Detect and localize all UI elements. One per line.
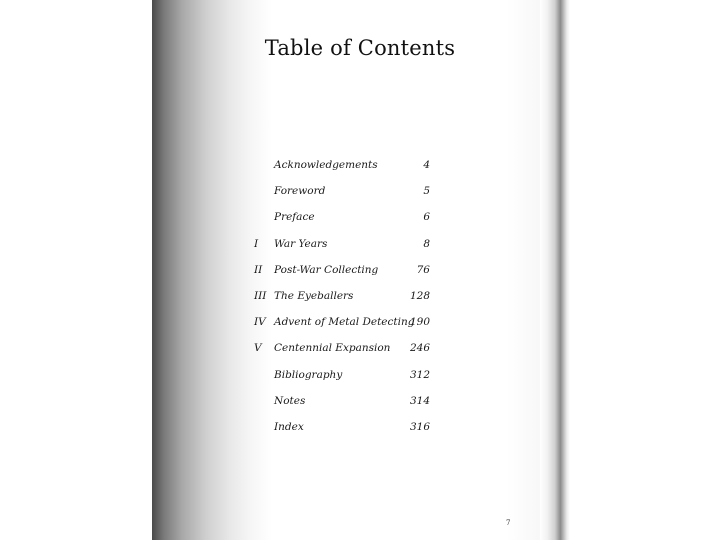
- entry-page: 190: [409, 316, 430, 329]
- entry-page: 246: [409, 342, 430, 355]
- entry-title: Preface: [274, 211, 315, 224]
- toc-entry: [250, 335, 430, 361]
- entry-title: Advent of Metal Detecting: [274, 316, 415, 329]
- page-title: [0, 36, 720, 60]
- entry-title: Notes: [274, 394, 306, 407]
- entry-title: Bibliography: [274, 368, 343, 381]
- entry-title: Post-War Collecting: [274, 263, 379, 276]
- entry-page: 314: [409, 394, 430, 407]
- entry-title: Index: [274, 420, 304, 433]
- toc-entry: [250, 257, 430, 283]
- toc-entry: [250, 414, 430, 440]
- entry-title: The Eyeballers: [274, 289, 354, 302]
- toc-entry: [250, 152, 430, 178]
- toc-entry: [250, 283, 430, 309]
- entry-page: 312: [409, 368, 430, 381]
- toc-entry: [250, 362, 430, 388]
- toc-entry: [250, 178, 430, 204]
- toc-entry: [250, 231, 430, 257]
- toc-entry: [250, 204, 430, 230]
- chapter-number: V: [254, 342, 262, 355]
- entry-page: 8: [423, 237, 430, 250]
- entry-title: War Years: [274, 237, 328, 250]
- entry-page: 76: [416, 263, 430, 276]
- entry-page: 316: [409, 420, 430, 433]
- chapter-number: II: [254, 263, 263, 276]
- entry-page: 128: [409, 289, 430, 302]
- page-number: 7: [506, 519, 511, 527]
- table-of-contents: [250, 152, 430, 440]
- entry-page: 5: [423, 185, 430, 198]
- binding-edge: [540, 0, 570, 540]
- entry-title: Centennial Expansion: [274, 342, 391, 355]
- entry-title: Foreword: [274, 185, 326, 198]
- entry-title: Acknowledgements: [274, 159, 378, 171]
- entry-page: 4: [423, 159, 430, 171]
- entry-page: 6: [423, 211, 430, 224]
- toc-entry: [250, 309, 430, 335]
- chapter-number: I: [254, 237, 259, 250]
- chapter-number: III: [254, 289, 267, 302]
- page-title-text: Table of Contents: [264, 36, 456, 60]
- toc-entry: [250, 388, 430, 414]
- chapter-number: IV: [254, 316, 266, 329]
